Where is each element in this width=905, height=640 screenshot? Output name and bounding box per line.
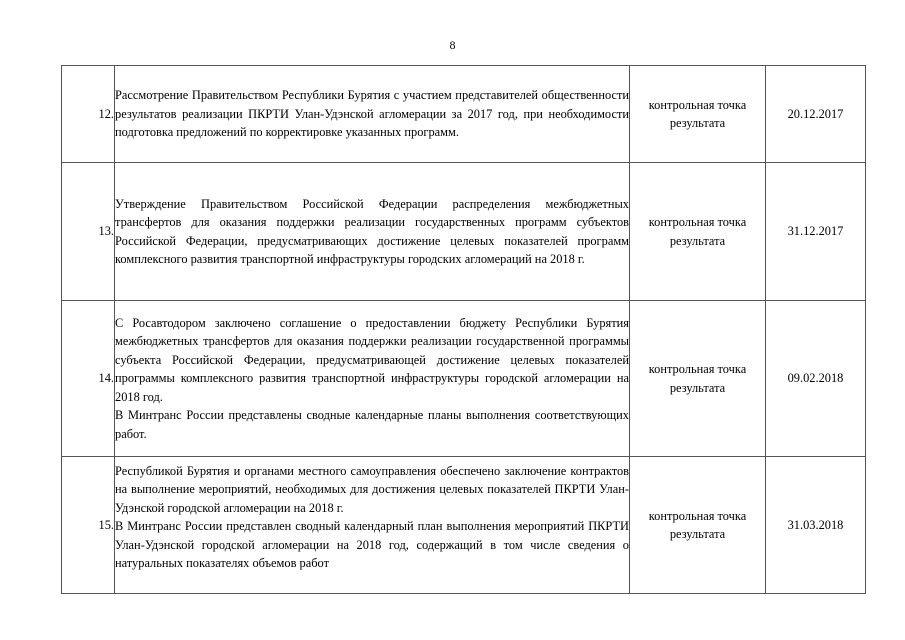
row-number: 12.: [62, 66, 115, 163]
row-date: 09.02.2018: [766, 301, 866, 457]
description-paragraph: В Минтранс России представлен сводный календарный план выполнения мероприятий ПКРТИ Улан-Удэнской городской агломерации на 2018 год, содержащий в том числе сведения о натуральных показателях объемов работ: [115, 519, 629, 571]
table-row: [62, 66, 866, 163]
description-paragraph: Утверждение Правительством Российской Федерации распределения межбюджетных трансфертов для оказания поддержки реализации государственных программ субъектов Российской Федерации, предусматривающих достижение целевых показателей программ комплексного развития транспортной инфраструктуры городских агломераций на 2018 г.: [115, 196, 629, 266]
page-number: 8: [449, 38, 456, 52]
type-label: контрольная точка результата: [648, 508, 747, 541]
row-date: 20.12.2017: [766, 66, 866, 163]
table-row: [62, 301, 866, 457]
type-label: контрольная точка результата: [648, 215, 747, 248]
type-label: контрольная точка результата: [648, 97, 747, 130]
row-description: [115, 457, 630, 594]
row-number: 15.: [62, 457, 115, 594]
row-description: [115, 163, 630, 301]
row-number: 14.: [62, 301, 115, 457]
row-type: [630, 301, 766, 457]
row-number: 13.: [62, 163, 115, 301]
row-date: 31.12.2017: [766, 163, 866, 301]
description-paragraph: Республикой Бурятия и органами местного самоуправления обеспечено заключение контрактов на выполнение мероприятий, необходимых для достижения целевых показателей ПКРТИ Улан-Удэнской городской агломерации на 2018 г.: [115, 464, 629, 515]
row-type: [630, 163, 766, 301]
row-description: [115, 301, 630, 457]
description-paragraph: Рассмотрение Правительством Республики Бурятия с участием представителей общественности результатов реализации ПКРТИ Улан-Удэнской агломерации за 2017 год, при необходимости подготовка предложений по корректировке указанных программ.: [115, 88, 629, 140]
table-row: [62, 457, 866, 594]
type-label: контрольная точка результата: [648, 362, 747, 395]
row-type: [630, 457, 766, 594]
control-points-table: [61, 65, 866, 594]
row-description: [115, 66, 630, 163]
description-paragraph: С Росавтодором заключено соглашение о предоставлении бюджету Республики Бурятия межбюджетных трансфертов для оказания поддержки реализации государственной программы субъекта Российской Федерации, предусматривающей достижение целевых показателей программы комплексного развития транспортной инфраструктуры городской агломерации на 2018 год.: [115, 316, 629, 404]
table-row: [62, 163, 866, 301]
row-date: 31.03.2018: [766, 457, 866, 594]
description-paragraph: В Минтранс России представлены сводные календарные планы выполнения соответствующих работ.: [115, 408, 629, 441]
row-type: [630, 66, 766, 163]
